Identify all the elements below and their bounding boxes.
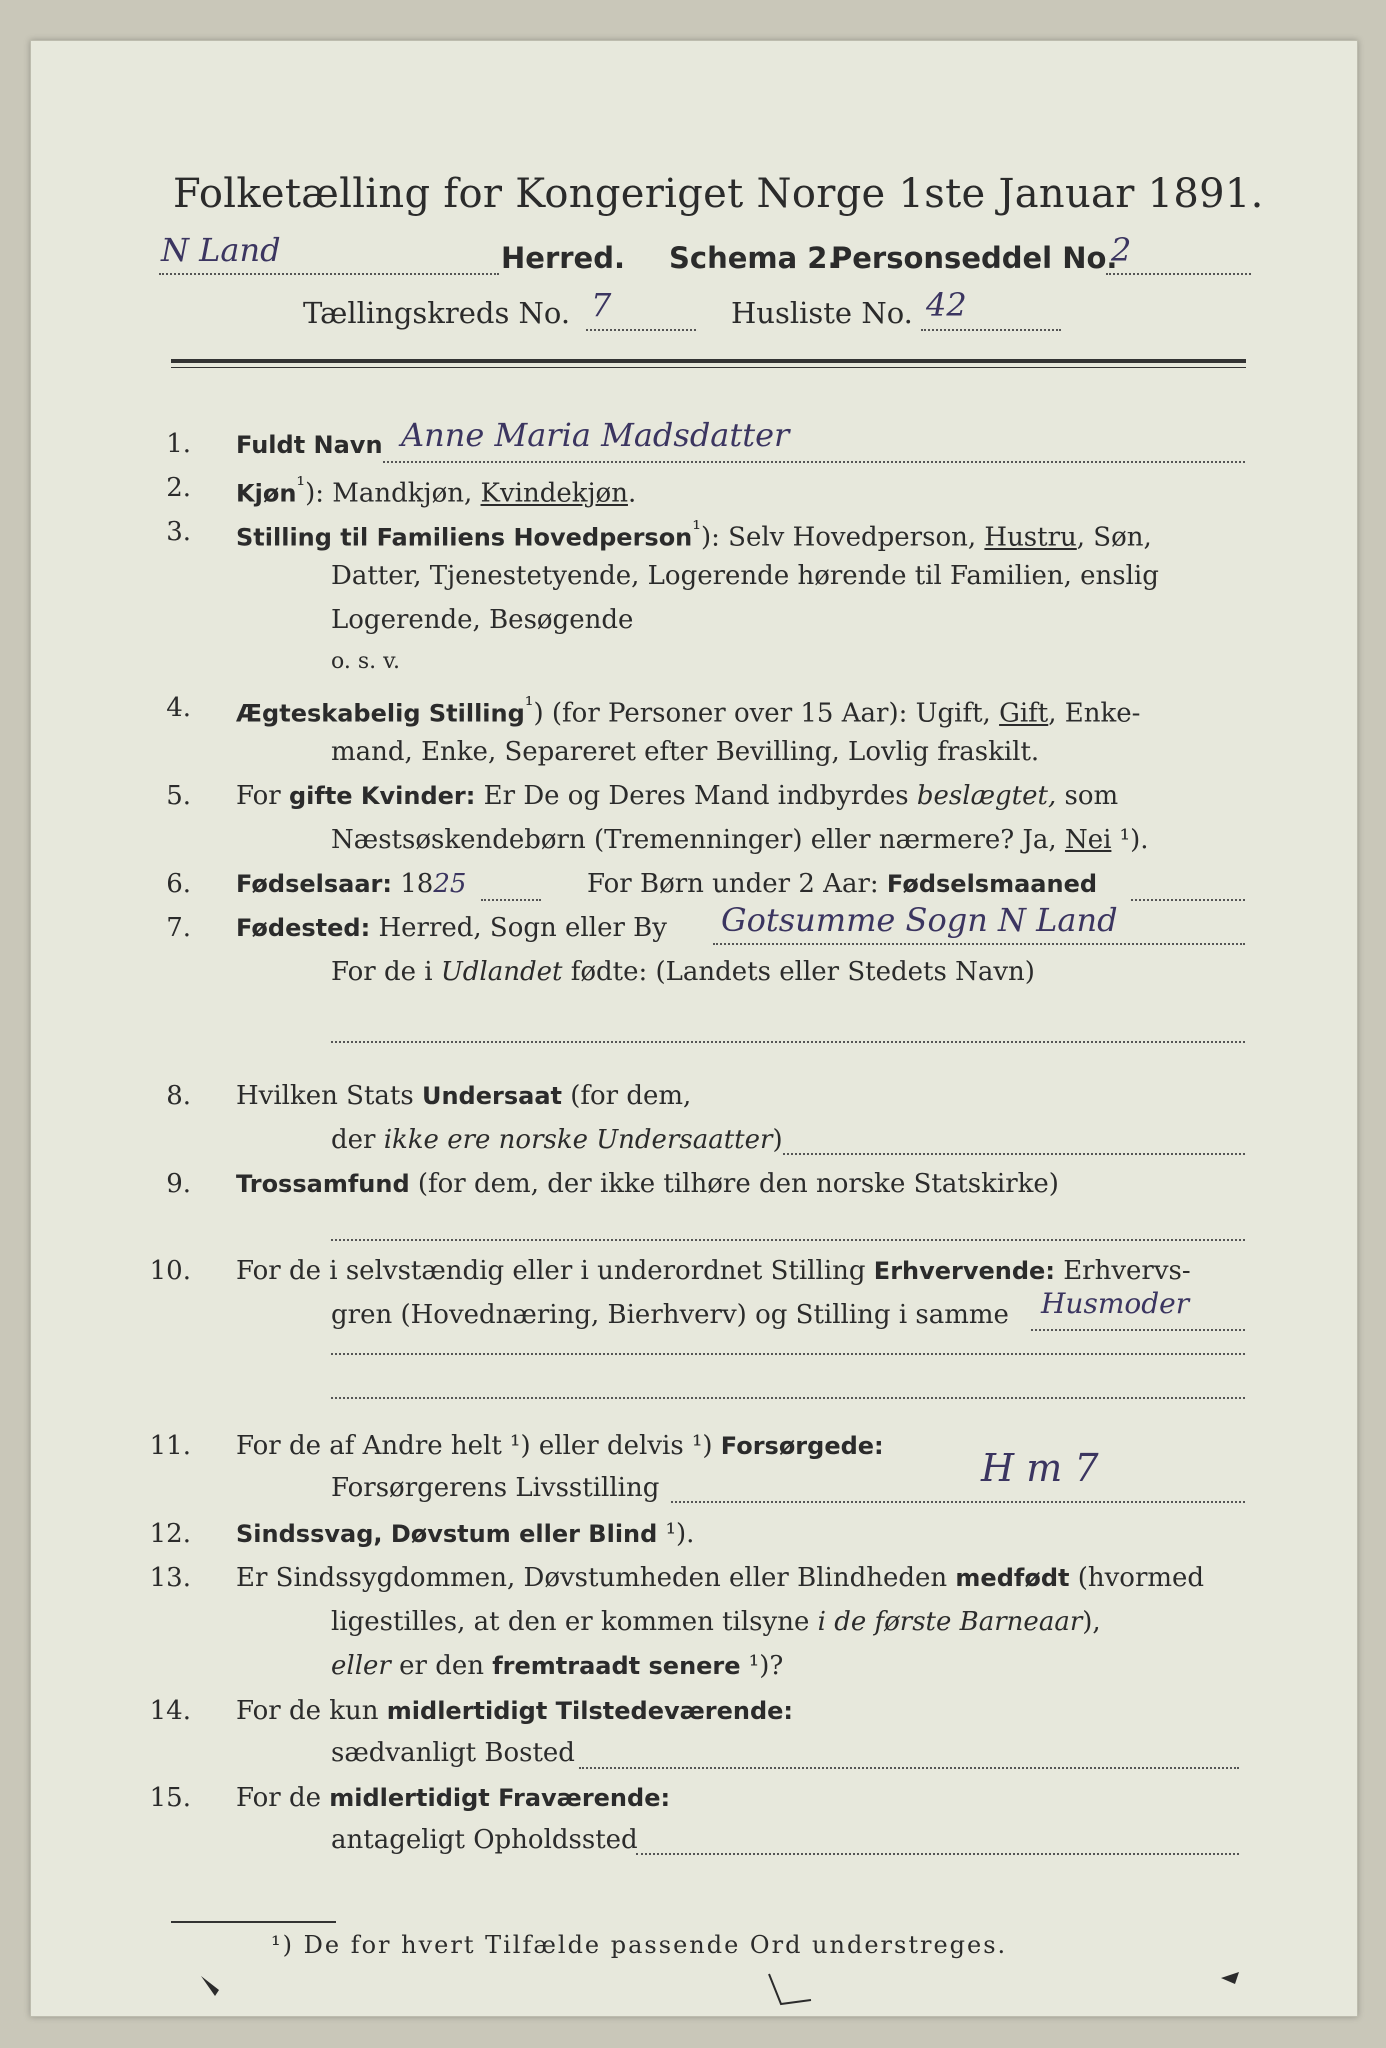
q3-line3: Logerende, Besøgende <box>331 605 634 635</box>
q15-line2: antageligt Opholdssted <box>331 1825 638 1855</box>
q4-label: Ægteskabelig Stilling <box>236 699 525 728</box>
q11-line2: Forsørgerens Livsstilling <box>331 1473 660 1503</box>
q13-line1 <box>236 1563 1204 1593</box>
q15-line1 <box>236 1783 670 1813</box>
husliste-label: Husliste No. <box>731 296 913 330</box>
schema-label: Schema 2. <box>669 241 839 275</box>
q13-line3-b: ¹)? <box>740 1651 784 1681</box>
q11-value: H m 7 <box>981 1446 1099 1490</box>
q10-line1 <box>236 1256 1191 1286</box>
q10-dotted-line <box>1031 1329 1245 1331</box>
q10-number: 10. <box>149 1256 191 1286</box>
q9-line <box>236 1169 1059 1199</box>
q3-label: Stilling til Familiens Hovedperson <box>236 523 693 552</box>
q11-line1 <box>236 1431 884 1461</box>
q12-number: 12. <box>149 1519 191 1549</box>
q5-line2-c: ¹). <box>1111 825 1149 855</box>
q3-sup: ¹ <box>692 517 701 542</box>
q9-dotted-line <box>331 1239 1245 1241</box>
q3-line4: o. s. v. <box>331 649 400 674</box>
q8-line2-b: ) <box>772 1125 783 1155</box>
q13-text-b: (hvormed <box>1069 1563 1205 1593</box>
pen-marks <box>191 1966 1291 2016</box>
pen-mark-left <box>201 1976 219 1996</box>
q14-dotted-line <box>579 1767 1239 1769</box>
q5-text-b: Er De og Deres Mand indbyrdes <box>475 781 917 811</box>
q7-line2 <box>331 957 1035 987</box>
q13-line2-a: ligestilles, at den er kommen tilsyne <box>331 1607 818 1637</box>
q11-text-a: For de af Andre helt ¹) eller delvis ¹) <box>236 1431 721 1461</box>
q8-line2-italic: ikke ere norske Undersaatter <box>383 1125 773 1155</box>
q4-line2: mand, Enke, Separeret efter Bevilling, Lovlig fraskilt. <box>331 737 1040 767</box>
q15-dotted-line <box>636 1853 1239 1855</box>
q7-line2-b: fødte: (Landets eller Stedets Navn) <box>562 957 1035 987</box>
q2-label: Kjøn <box>236 479 297 508</box>
q3-number: 3. <box>166 517 191 547</box>
q2-line <box>236 473 636 509</box>
footnote: ¹) De for hvert Tilfælde passende Ord understreges. <box>271 1931 1008 1959</box>
q4-sup: ¹ <box>524 693 534 718</box>
q14-number: 14. <box>149 1696 191 1726</box>
q3-line2: Datter, Tjenestetyende, Logerende hørende til Familien, enslig <box>331 561 1159 591</box>
q13-line3-italic: eller <box>331 1651 391 1681</box>
q2-sup: ¹ <box>296 473 306 498</box>
q1-value: Anne Maria Madsdatter <box>401 416 790 454</box>
q5-line2 <box>331 825 1149 855</box>
q13-line2-italic: i de første Barneaar <box>817 1607 1083 1637</box>
q5-text-a: For <box>236 781 289 811</box>
herred-dotted-line <box>159 273 499 275</box>
q8-dotted-line <box>783 1153 1245 1155</box>
herred-value: N Land <box>161 231 281 269</box>
pen-mark-center <box>769 1974 811 2004</box>
q3-selected: Hustru <box>984 522 1077 553</box>
q11-label: Forsørgede: <box>720 1432 884 1460</box>
q8-label: Undersaat <box>421 1082 562 1110</box>
husliste-dotted-line <box>921 329 1061 331</box>
personseddel-dotted-line <box>1106 273 1251 275</box>
q8-number: 8. <box>166 1081 191 1111</box>
q3-text-a: ): Selv Hovedperson, <box>700 522 985 553</box>
q12-line <box>236 1519 694 1549</box>
q4-line1 <box>236 693 1140 729</box>
q15-number: 15. <box>149 1783 191 1813</box>
husliste-value: 42 <box>926 286 967 324</box>
q6-number: 6. <box>166 869 191 899</box>
q2-number: 2. <box>166 473 191 503</box>
q13-line2 <box>331 1607 1101 1637</box>
q14-line1 <box>236 1696 793 1726</box>
q13-label3: fremtraadt senere <box>492 1652 741 1680</box>
form-title: Folketælling for Kongeriget Norge 1ste Januar 1891. <box>173 171 1264 217</box>
q8-text-a: Hvilken Stats <box>236 1081 422 1111</box>
kreds-value: 7 <box>591 286 612 324</box>
q6-text-b: For Børn under 2 Aar: <box>587 869 887 899</box>
q14-label: midlertidigt Tilstedeværende: <box>386 1697 794 1725</box>
q7-label: Fødested: <box>236 914 371 942</box>
q5-text-c: som <box>1056 781 1119 811</box>
census-form-sheet <box>30 40 1358 2017</box>
header-rule <box>171 359 1246 363</box>
q14-line2: sædvanligt Bosted <box>331 1738 575 1768</box>
q7-extra-dotted-line <box>331 1041 1245 1043</box>
q10-extra-dotted-line-1 <box>331 1353 1245 1355</box>
q10-label: Erhvervende: <box>873 1257 1055 1285</box>
q10-text-a: For de i selvstændig eller i underordnet Stilling <box>236 1256 874 1286</box>
q7-line2-italic: Udlandet <box>440 957 563 987</box>
q15-text-a: For de <box>236 1783 330 1813</box>
q6-value: 25 <box>433 869 467 899</box>
footnote-rule <box>171 1921 336 1923</box>
q11-dotted-line <box>671 1501 1245 1503</box>
q10-line2: gren (Hovednæring, Bierhverv) og Stilling i samme <box>331 1300 1009 1330</box>
herred-label: Herred. <box>501 241 625 275</box>
q12-label: Sindssvag, Døvstum eller Blind <box>236 1520 658 1548</box>
q8-line2-a: der <box>331 1125 384 1155</box>
q9-label: Trossamfund <box>236 1170 410 1198</box>
q10-extra-dotted-line-2 <box>331 1397 1245 1399</box>
q2-text-a: ): Mandkjøn, <box>305 478 481 509</box>
q1-number: 1. <box>166 429 191 459</box>
q13-text-a: Er Sindssygdommen, Døvstumheden eller Blindheden <box>236 1563 956 1593</box>
q7-line2-a: For de i <box>331 957 441 987</box>
kreds-dotted-line <box>586 329 696 331</box>
q4-number: 4. <box>166 693 191 723</box>
personseddel-value: 2 <box>1111 231 1132 269</box>
q5-italic: beslægtet, <box>916 781 1057 811</box>
q4-text-c: , Enke- <box>1048 698 1141 729</box>
q13-label: medfødt <box>955 1564 1070 1592</box>
q8-text-b: (for dem, <box>561 1081 692 1111</box>
q3-text-c: , Søn, <box>1076 522 1152 553</box>
q7-number: 7. <box>166 913 191 943</box>
q7-line1 <box>236 913 667 943</box>
q7-text-a: Herred, Sogn eller By <box>370 913 667 943</box>
q2-selected: Kvindekjøn <box>480 478 628 509</box>
q4-text-a: ) (for Personer over 15 Aar): Ugift, <box>533 698 1000 729</box>
q13-line3-a: er den <box>390 1651 493 1681</box>
q7-value: Gotsumme Sogn N Land <box>721 901 1118 939</box>
q6-prefix: 18 <box>392 869 434 899</box>
q8-line1 <box>236 1081 691 1111</box>
header-rule-thin <box>171 367 1246 368</box>
personseddel-label: Personseddel No. <box>831 241 1118 275</box>
q5-line1 <box>236 781 1118 811</box>
q3-line1 <box>236 517 1152 553</box>
q14-text-a: For de kun <box>236 1696 387 1726</box>
q13-line3 <box>331 1651 783 1681</box>
q4-selected: Gift <box>999 698 1049 729</box>
q11-number: 11. <box>149 1431 191 1461</box>
q6-label: Fødselsaar: <box>236 870 392 898</box>
q15-label: midlertidigt Fraværende: <box>329 1784 671 1812</box>
q6-line <box>236 869 466 899</box>
q5-number: 5. <box>166 781 191 811</box>
pen-mark-right <box>1221 1972 1239 1984</box>
q12-text-a: ¹). <box>657 1519 695 1549</box>
kreds-label: Tællingskreds No. <box>303 296 571 330</box>
q13-line2-b: ), <box>1082 1607 1101 1637</box>
q8-line2 <box>331 1125 783 1155</box>
q10-text-b: Erhvervs- <box>1054 1256 1191 1286</box>
q5-label: gifte Kvinder: <box>288 782 476 810</box>
q1-dotted-line <box>383 461 1245 463</box>
q13-number: 13. <box>149 1563 191 1593</box>
q1-label: Fuldt Navn <box>236 431 383 459</box>
q10-value: Husmoder <box>1041 1287 1190 1320</box>
q5-line2-a: Næstsøskendebørn (Tremenninger) eller nærmere? Ja, <box>331 825 1065 855</box>
q6-month-dotted-line <box>1131 899 1245 901</box>
q6-label2: Fødselsmaaned <box>886 870 1098 898</box>
q6-year-dotted-line <box>481 899 541 901</box>
q7-dotted-line <box>713 943 1245 945</box>
q6-line-b <box>587 869 1097 899</box>
q2-text-c: . <box>627 478 637 509</box>
q5-selected: Nei <box>1064 825 1112 855</box>
q9-number: 9. <box>166 1169 191 1199</box>
q9-text-a: (for dem, der ikke tilhøre den norske Statskirke) <box>409 1169 1059 1199</box>
